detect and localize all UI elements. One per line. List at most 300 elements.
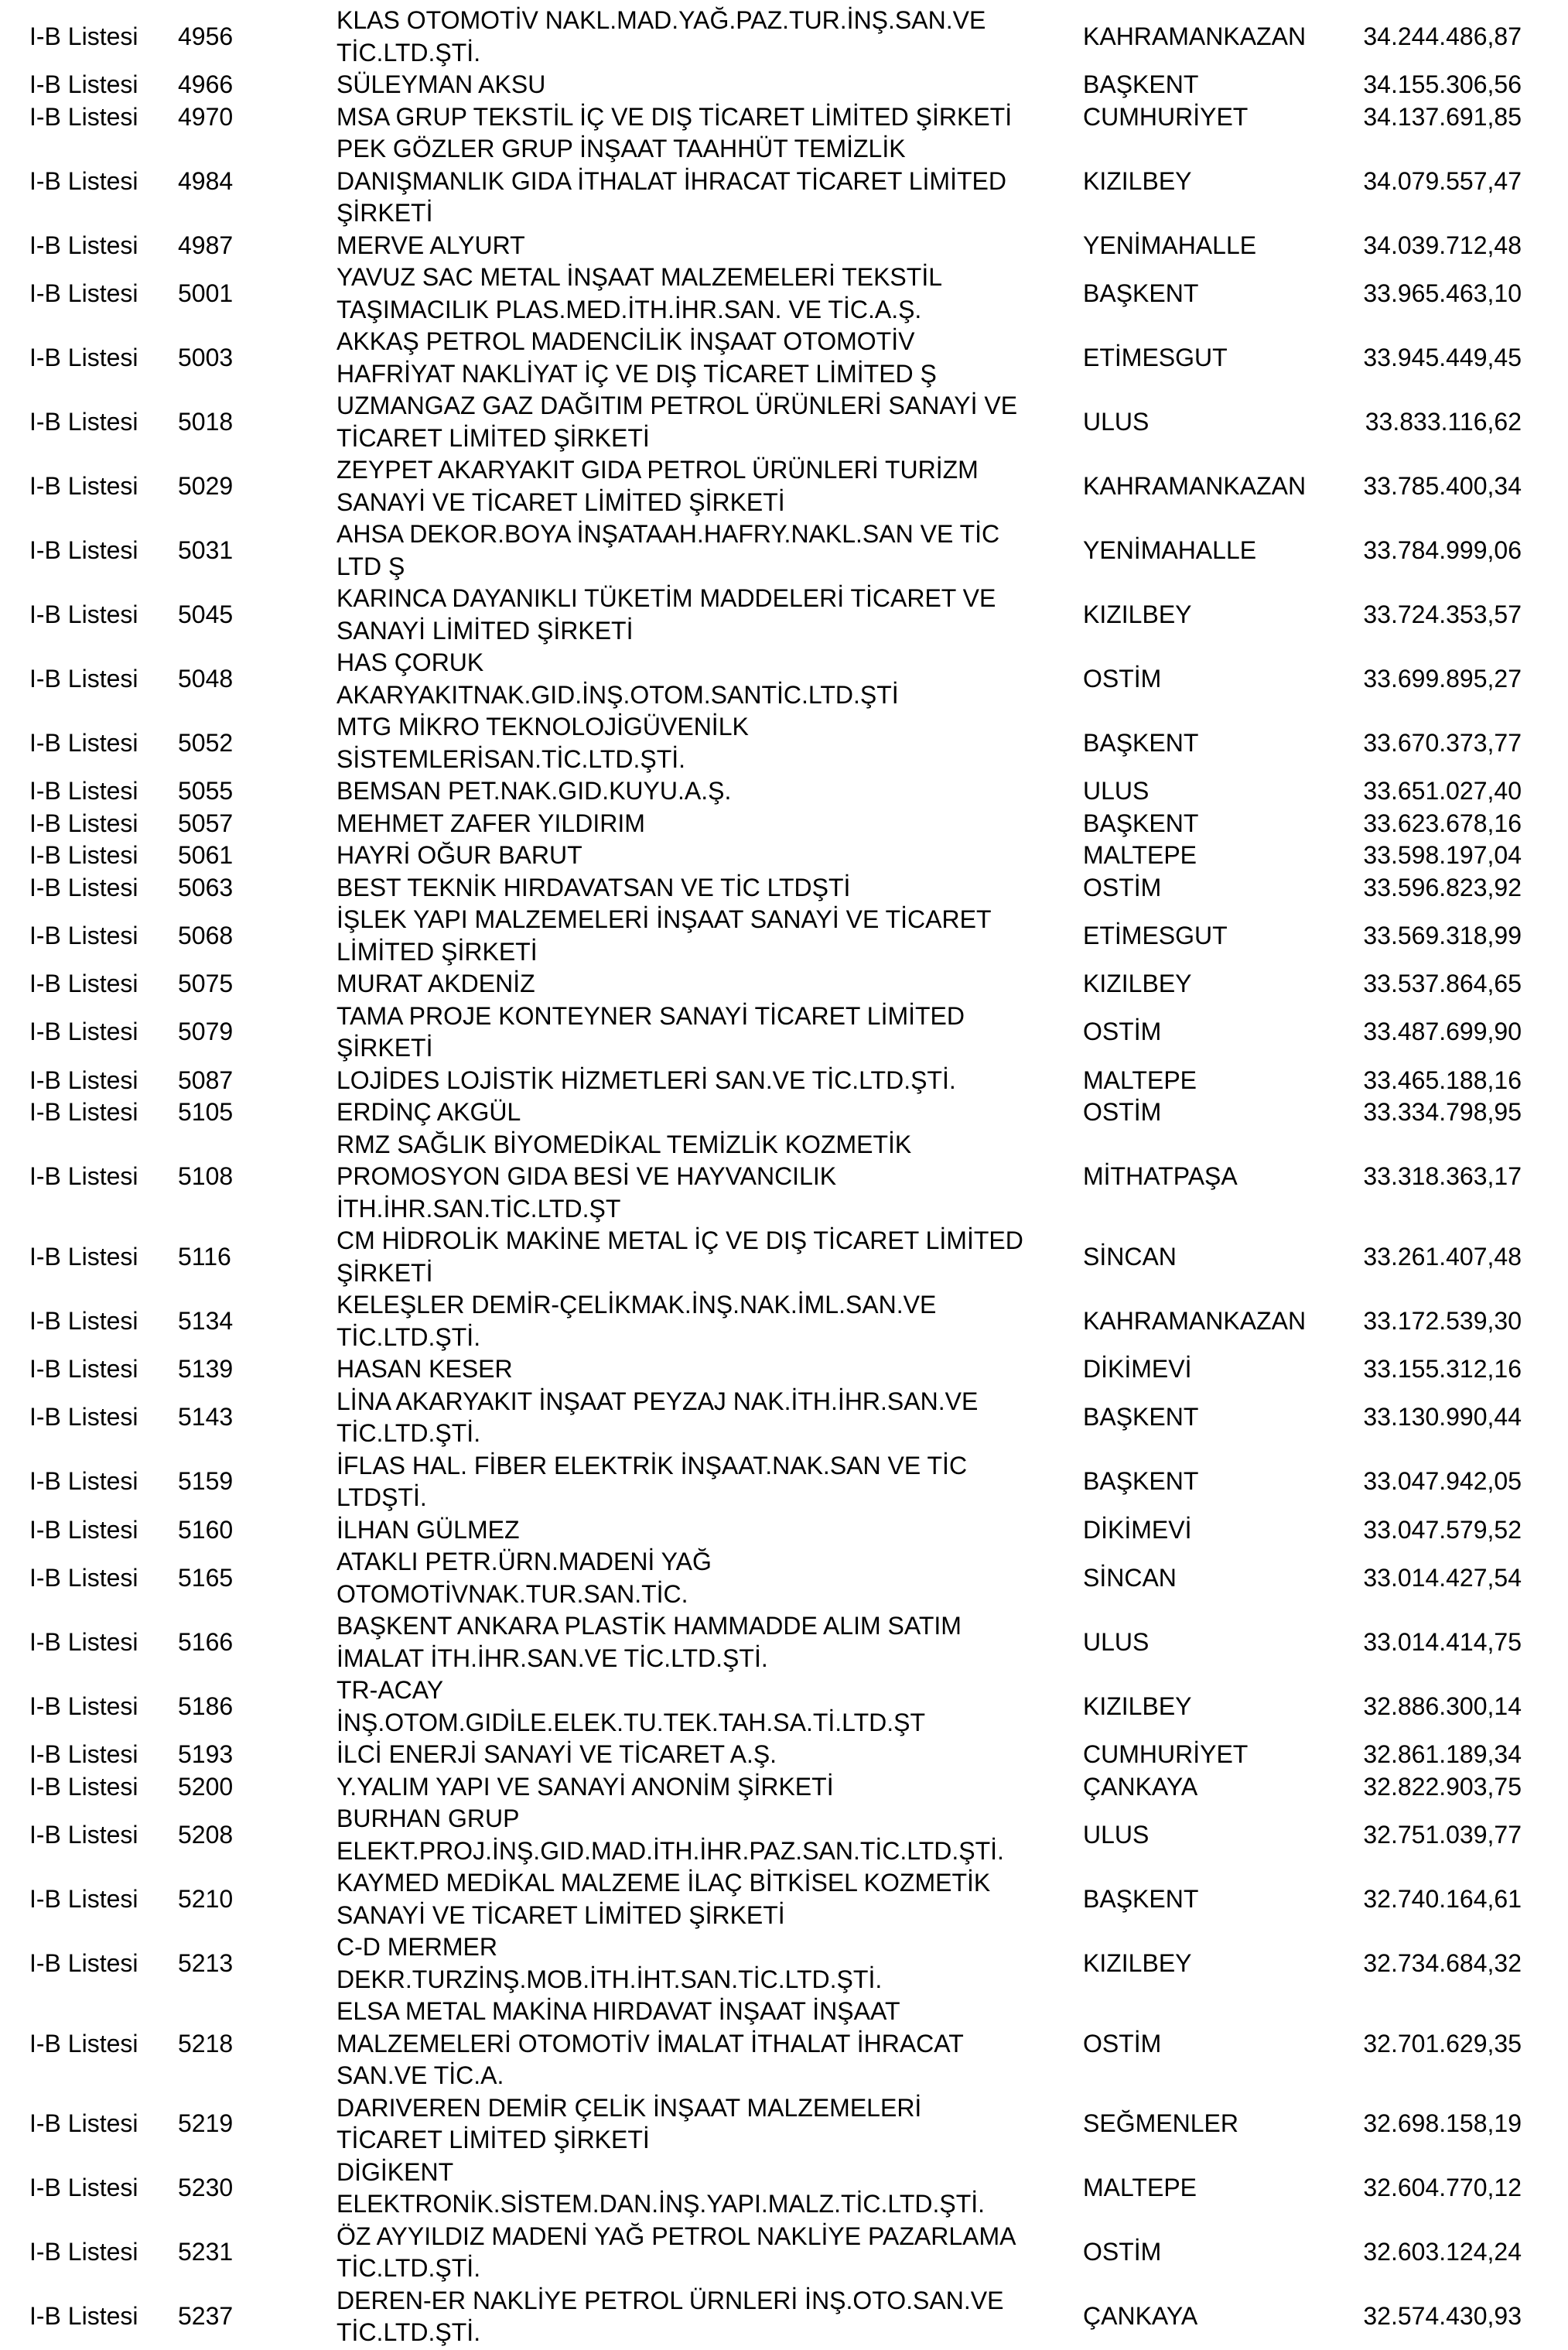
district-cell: SEĞMENLER xyxy=(1083,2109,1238,2138)
amount-cell: 34.137.691,85 xyxy=(1363,102,1522,131)
table-row xyxy=(0,230,1568,262)
list-number-cell: 5134 xyxy=(178,1306,234,1335)
amount-cell: 33.130.990,44 xyxy=(1363,1403,1522,1432)
amount-cell: 33.261.407,48 xyxy=(1363,1242,1522,1271)
list-name-cell: I-B Listesi xyxy=(29,2029,138,2058)
list-number-cell: 5218 xyxy=(178,2029,234,2058)
district-cell: YENİMAHALLE xyxy=(1083,231,1257,259)
district-cell: BAŞKENT xyxy=(1083,1467,1199,1496)
district-cell: KIZILBEY xyxy=(1083,1692,1192,1720)
amount-cell: 34.079.557,47 xyxy=(1363,166,1522,195)
amount-cell: 33.155.312,16 xyxy=(1363,1355,1522,1383)
table-row xyxy=(0,1129,1568,1226)
table-row xyxy=(0,968,1568,1001)
table-row xyxy=(0,2092,1568,2157)
list-name-cell: I-B Listesi xyxy=(29,1403,138,1432)
amount-cell: 32.701.629,35 xyxy=(1363,2029,1522,2058)
amount-cell: 33.172.539,30 xyxy=(1363,1306,1522,1335)
list-number-cell: 5210 xyxy=(178,1884,234,1913)
company-name-line: ŞİRKETİ xyxy=(336,1258,433,1287)
district-cell: YENİMAHALLE xyxy=(1083,535,1257,564)
district-cell: KIZILBEY xyxy=(1083,600,1192,628)
district-cell: MİTHATPAŞA xyxy=(1083,1162,1238,1190)
list-name-cell: I-B Listesi xyxy=(29,166,138,195)
list-name-cell: I-B Listesi xyxy=(29,1467,138,1496)
amount-cell: 33.014.414,75 xyxy=(1363,1627,1522,1656)
company-name-line: DEREN-ER NAKLİYE PETROL ÜRNLERİ İNŞ.OTO.SAN.VE xyxy=(336,2286,1004,2314)
table-row xyxy=(0,1674,1568,1739)
table-row xyxy=(0,133,1568,230)
company-name-line: UZMANGAZ GAZ DAĞITIM PETROL ÜRÜNLERİ SANAYİ VE xyxy=(336,392,1018,419)
list-name-cell: I-B Listesi xyxy=(29,728,138,757)
company-name-line: HAYRİ OĞUR BARUT xyxy=(336,841,582,869)
amount-cell: 33.945.449,45 xyxy=(1363,343,1522,371)
district-cell: KIZILBEY xyxy=(1083,166,1192,195)
district-cell: CUMHURİYET xyxy=(1083,102,1249,131)
company-name-line: İTH.İHR.SAN.TİC.LTD.ŞT xyxy=(336,1194,621,1223)
list-name-cell: I-B Listesi xyxy=(29,841,138,869)
company-name-line: DEKR.TURZİNŞ.MOB.İTH.İHT.SAN.TİC.LTD.ŞTİ. xyxy=(336,1965,883,1993)
district-cell: BAŞKENT xyxy=(1083,809,1199,837)
list-number-cell: 5116 xyxy=(178,1242,231,1271)
company-name-line: SANAYİ VE TİCARET LİMİTED ŞİRKETİ xyxy=(336,1900,785,1929)
list-number-cell: 4956 xyxy=(178,22,234,50)
district-cell: BAŞKENT xyxy=(1083,70,1199,98)
company-name-cell xyxy=(336,1674,1079,1739)
company-name-cell xyxy=(336,1353,1079,1386)
list-name-cell: I-B Listesi xyxy=(29,664,138,693)
list-number-cell: 5018 xyxy=(178,407,234,436)
district-cell: MALTEPE xyxy=(1083,1066,1197,1094)
list-name-cell: I-B Listesi xyxy=(29,102,138,131)
company-name-line: AHSA DEKOR.BOYA İNŞATAAH.HAFRY.NAKL.SAN VE TİC xyxy=(336,520,1000,548)
company-name-line: BURHAN GRUP xyxy=(336,1804,520,1832)
company-name-line: DARIVEREN DEMİR ÇELİK İNŞAAT MALZEMELERİ xyxy=(336,2093,922,2122)
list-name-cell: I-B Listesi xyxy=(29,1740,138,1768)
company-name-cell xyxy=(336,1739,1079,1771)
company-name-line: AKKAŞ PETROL MADENCİLİK İNŞAAT OTOMOTİV xyxy=(336,327,915,355)
company-name-line: BAŞKENT ANKARA PLASTİK HAMMADDE ALIM SATIM xyxy=(336,1612,962,1640)
list-name-cell: I-B Listesi xyxy=(29,535,138,564)
company-name-cell xyxy=(336,326,1079,390)
company-name-line: HASAN KESER xyxy=(336,1355,513,1383)
district-cell: BAŞKENT xyxy=(1083,728,1199,757)
list-name-cell: I-B Listesi xyxy=(29,970,138,997)
district-cell: CUMHURİYET xyxy=(1083,1740,1249,1768)
amount-cell: 33.047.942,05 xyxy=(1363,1467,1522,1496)
company-name-cell xyxy=(336,390,1079,454)
list-number-cell: 4984 xyxy=(178,166,234,195)
company-name-line: HAFRİYAT NAKLİYAT İÇ VE DIŞ TİCARET LİMİTED Ş xyxy=(336,359,937,388)
table-row xyxy=(0,872,1568,905)
company-name-line: MALZEMELERİ OTOMOTİV İMALAT İTHALAT İHRACAT xyxy=(336,2029,964,2058)
company-name-line: MTG MİKRO TEKNOLOJİGÜVENİLK xyxy=(336,713,749,741)
company-name-line: CM HİDROLİK MAKİNE METAL İÇ VE DIŞ TİCARET LİMİTED xyxy=(336,1226,1023,1254)
company-name-cell xyxy=(336,1931,1079,1996)
list-name-cell: I-B Listesi xyxy=(29,343,138,371)
company-name-cell xyxy=(336,101,1079,134)
company-name-line: Y.YALIM YAPI VE SANAYİ ANONİM ŞİRKETİ xyxy=(336,1772,834,1801)
table-row xyxy=(0,390,1568,454)
amount-cell: 33.699.895,27 xyxy=(1363,664,1522,693)
company-name-line: TİC.LTD.ŞTİ. xyxy=(336,1322,481,1351)
company-name-cell xyxy=(336,230,1079,262)
list-name-cell: I-B Listesi xyxy=(29,1692,138,1720)
district-cell: ETİMESGUT xyxy=(1083,921,1228,949)
list-name-cell: I-B Listesi xyxy=(29,1018,138,1046)
list-name-cell: I-B Listesi xyxy=(29,70,138,98)
company-name-line: ERDİNÇ AKGÜL xyxy=(336,1098,521,1126)
list-number-cell: 5075 xyxy=(178,970,234,997)
company-name-line: TR-ACAY xyxy=(336,1676,444,1704)
list-number-cell: 5108 xyxy=(178,1162,234,1190)
district-cell: DİKİMEVİ xyxy=(1083,1355,1192,1383)
company-name-line: LİMİTED ŞİRKETİ xyxy=(336,937,538,966)
list-name-cell: I-B Listesi xyxy=(29,1627,138,1656)
amount-cell: 33.965.463,10 xyxy=(1363,279,1522,307)
list-number-cell: 5061 xyxy=(178,841,234,869)
company-name-line: KARINCA DAYANIKLI TÜKETİM MADDELERİ TİCARET VE xyxy=(336,584,996,612)
list-number-cell: 5057 xyxy=(178,809,234,837)
table-row xyxy=(0,1803,1568,1867)
list-number-cell: 5139 xyxy=(178,1355,234,1383)
company-name-line: LOJİDES LOJİSTİK HİZMETLERİ SAN.VE TİC.LTD.ŞTİ. xyxy=(336,1066,956,1094)
company-name-line: RMZ SAĞLIK BİYOMEDİKAL TEMİZLİK KOZMETİK xyxy=(336,1130,912,1158)
company-name-cell xyxy=(336,904,1079,968)
list-number-cell: 5063 xyxy=(178,873,234,901)
company-name-cell xyxy=(336,1225,1079,1289)
company-name-cell xyxy=(336,1096,1079,1129)
company-name-line: YAVUZ SAC METAL İNŞAAT MALZEMELERİ TEKSTİL xyxy=(336,263,942,291)
table-row xyxy=(0,1001,1568,1065)
list-name-cell: I-B Listesi xyxy=(29,873,138,901)
company-name-cell xyxy=(336,711,1079,775)
list-name-cell: I-B Listesi xyxy=(29,1066,138,1094)
list-name-cell: I-B Listesi xyxy=(29,600,138,628)
list-number-cell: 5213 xyxy=(178,1948,234,1977)
list-name-cell: I-B Listesi xyxy=(29,1098,138,1126)
company-name-line: SİSTEMLERİSAN.TİC.LTD.ŞTİ. xyxy=(336,744,686,773)
list-number-cell: 5048 xyxy=(178,664,234,693)
amount-cell: 34.155.306,56 xyxy=(1363,70,1522,98)
list-number-cell: 5045 xyxy=(178,600,234,628)
company-name-cell xyxy=(336,968,1079,1001)
amount-cell: 32.751.039,77 xyxy=(1363,1820,1522,1849)
list-number-cell: 5208 xyxy=(178,1820,234,1849)
amount-cell: 33.784.999,06 xyxy=(1363,535,1522,564)
table-row xyxy=(0,1450,1568,1514)
company-name-line: MERVE ALYURT xyxy=(336,231,525,259)
amount-cell: 33.318.363,17 xyxy=(1363,1162,1522,1190)
company-name-line: TAMA PROJE KONTEYNER SANAYİ TİCARET LİMİTED xyxy=(336,1001,965,1030)
table-row xyxy=(0,2157,1568,2221)
list-name-cell: I-B Listesi xyxy=(29,1772,138,1801)
table-row xyxy=(0,101,1568,134)
district-cell: OSTİM xyxy=(1083,664,1162,693)
district-cell: KAHRAMANKAZAN xyxy=(1083,471,1307,500)
table-row xyxy=(0,69,1568,101)
amount-cell: 32.740.164,61 xyxy=(1363,1884,1522,1913)
table-row xyxy=(0,647,1568,711)
list-number-cell: 5160 xyxy=(178,1515,234,1544)
table-row xyxy=(0,904,1568,968)
company-name-cell xyxy=(336,2092,1079,2157)
list-name-cell: I-B Listesi xyxy=(29,22,138,50)
company-name-line: ÖZ AYYILDIZ MADENİ YAĞ PETROL NAKLİYE PAZARLAMA xyxy=(336,2222,1016,2250)
list-number-cell: 5166 xyxy=(178,1627,234,1656)
company-name-line: PEK GÖZLER GRUP İNŞAAT TAAHHÜT TEMİZLİK xyxy=(336,135,906,162)
table-row xyxy=(0,326,1568,390)
company-name-line: ATAKLI PETR.ÜRN.MADENİ YAĞ xyxy=(336,1548,712,1575)
district-cell: ETİMESGUT xyxy=(1083,343,1228,371)
list-name-cell: I-B Listesi xyxy=(29,777,138,805)
company-name-line: İNŞ.OTOM.GIDİLE.ELEK.TU.TEK.TAH.SA.Tİ.LTD.ŞT xyxy=(336,1708,926,1736)
list-number-cell: 5105 xyxy=(178,1098,234,1126)
company-name-cell xyxy=(336,775,1079,808)
table-row xyxy=(0,2221,1568,2285)
district-cell: MALTEPE xyxy=(1083,841,1197,869)
list-name-cell: I-B Listesi xyxy=(29,231,138,259)
list-name-cell: I-B Listesi xyxy=(29,1820,138,1849)
amount-cell: 33.651.027,40 xyxy=(1363,777,1522,805)
district-cell: BAŞKENT xyxy=(1083,1403,1199,1432)
company-name-cell xyxy=(336,840,1079,872)
list-name-cell: I-B Listesi xyxy=(29,2109,138,2138)
table-row xyxy=(0,2285,1568,2349)
company-name-line: ŞİRKETİ xyxy=(336,199,433,227)
company-name-line: MSA GRUP TEKSTİL İÇ VE DIŞ TİCARET LİMİTED ŞİRKETİ xyxy=(336,102,1013,131)
company-name-cell xyxy=(336,1771,1079,1804)
list-number-cell: 5003 xyxy=(178,343,234,371)
amount-cell: 32.574.430,93 xyxy=(1363,2302,1522,2331)
table-row xyxy=(0,1546,1568,1610)
list-number-cell: 5055 xyxy=(178,777,234,805)
list-name-cell: I-B Listesi xyxy=(29,1162,138,1190)
list-number-cell: 5031 xyxy=(178,535,234,564)
district-cell: KAHRAMANKAZAN xyxy=(1083,22,1307,50)
list-name-cell: I-B Listesi xyxy=(29,1306,138,1335)
company-name-line: AKARYAKITNAK.GID.İNŞ.OTOM.SANTİC.LTD.ŞTİ xyxy=(336,680,899,709)
document-page xyxy=(0,5,1568,2349)
list-name-cell: I-B Listesi xyxy=(29,279,138,307)
district-cell: BAŞKENT xyxy=(1083,279,1199,307)
company-name-line: MEHMET ZAFER YILDIRIM xyxy=(336,809,645,837)
company-name-line: TİC.LTD.ŞTİ. xyxy=(336,1419,481,1447)
table-row xyxy=(0,1610,1568,1674)
amount-cell: 33.537.864,65 xyxy=(1363,970,1522,997)
amount-cell: 32.861.189,34 xyxy=(1363,1740,1522,1768)
company-name-line: DİGİKENT xyxy=(336,2157,454,2186)
list-name-cell: I-B Listesi xyxy=(29,1242,138,1271)
company-name-line: KAYMED MEDİKAL MALZEME İLAÇ BİTKİSEL KOZMETİK xyxy=(336,1869,991,1897)
list-name-cell: I-B Listesi xyxy=(29,407,138,436)
company-name-cell xyxy=(336,518,1079,583)
list-name-cell: I-B Listesi xyxy=(29,1355,138,1383)
company-name-line: BEMSAN PET.NAK.GID.KUYU.A.Ş. xyxy=(336,777,732,805)
amount-cell: 33.623.678,16 xyxy=(1363,809,1522,837)
company-name-cell xyxy=(336,1546,1079,1610)
amount-cell: 33.724.353,57 xyxy=(1363,600,1522,628)
list-number-cell: 5029 xyxy=(178,471,234,500)
list-name-cell: I-B Listesi xyxy=(29,2302,138,2331)
amount-cell: 32.822.903,75 xyxy=(1363,1772,1522,1801)
table-row xyxy=(0,1514,1568,1547)
list-number-cell: 5237 xyxy=(178,2302,234,2331)
district-cell: DİKİMEVİ xyxy=(1083,1515,1192,1544)
company-name-cell xyxy=(336,1065,1079,1097)
amount-cell: 34.244.486,87 xyxy=(1363,22,1522,50)
company-name-line: OTOMOTİVNAK.TUR.SAN.TİC. xyxy=(336,1579,688,1608)
company-name-cell xyxy=(336,872,1079,905)
company-name-cell xyxy=(336,1386,1079,1450)
company-name-line: LTDŞTİ. xyxy=(336,1483,427,1511)
district-cell: KAHRAMANKAZAN xyxy=(1083,1306,1307,1335)
list-name-cell: I-B Listesi xyxy=(29,2238,138,2266)
company-name-cell xyxy=(336,1514,1079,1547)
company-name-line: TİC.LTD.ŞTİ. xyxy=(336,38,481,67)
list-name-cell: I-B Listesi xyxy=(29,1563,138,1592)
amount-cell: 33.014.427,54 xyxy=(1363,1563,1522,1592)
table-row xyxy=(0,454,1568,518)
company-name-line: ELEKT.PROJ.İNŞ.GID.MAD.İTH.İHR.PAZ.SAN.TİC.LTD.ŞTİ. xyxy=(336,1836,1004,1865)
company-name-cell xyxy=(336,1129,1079,1226)
company-name-line: SANAYİ LİMİTED ŞİRKETİ xyxy=(336,616,634,645)
company-name-line: ZEYPET AKARYAKIT GIDA PETROL ÜRÜNLERİ TURİZM xyxy=(336,456,979,484)
company-name-line: HAS ÇORUK xyxy=(336,648,484,676)
list-number-cell: 5219 xyxy=(178,2109,234,2138)
list-number-cell: 5001 xyxy=(178,279,234,307)
amount-cell: 33.785.400,34 xyxy=(1363,471,1522,500)
company-name-line: ŞİRKETİ xyxy=(336,1034,433,1062)
list-number-cell: 5231 xyxy=(178,2238,234,2266)
company-name-line: LTD Ş xyxy=(336,552,405,580)
company-name-line: SÜLEYMAN AKSU xyxy=(336,70,546,98)
amount-cell: 32.698.158,19 xyxy=(1363,2109,1522,2138)
company-name-line: TİC.LTD.ŞTİ. xyxy=(336,2254,481,2282)
list-name-cell: I-B Listesi xyxy=(29,1948,138,1977)
district-cell: ULUS xyxy=(1083,407,1150,436)
company-name-line: SANAYİ VE TİCARET LİMİTED ŞİRKETİ xyxy=(336,487,785,516)
company-name-line: İLHAN GÜLMEZ xyxy=(336,1515,520,1544)
company-name-cell xyxy=(336,808,1079,840)
company-name-line: KLAS OTOMOTİV NAKL.MAD.YAĞ.PAZ.TUR.İNŞ.SAN.VE xyxy=(336,6,986,34)
table-row xyxy=(0,1867,1568,1931)
amount-cell: 33.465.188,16 xyxy=(1363,1066,1522,1094)
district-cell: OSTİM xyxy=(1083,2029,1162,2058)
list-name-cell: I-B Listesi xyxy=(29,921,138,949)
company-name-line: TİC.LTD.ŞTİ. xyxy=(336,2318,481,2346)
list-number-cell: 5186 xyxy=(178,1692,234,1720)
list-number-cell: 5230 xyxy=(178,2174,234,2202)
district-cell: BAŞKENT xyxy=(1083,1884,1199,1913)
table-row xyxy=(0,1096,1568,1129)
list-name-cell: I-B Listesi xyxy=(29,1884,138,1913)
list-number-cell: 5068 xyxy=(178,921,234,949)
company-name-line: TİCARET LİMİTED ŞİRKETİ xyxy=(336,423,650,452)
district-cell: ULUS xyxy=(1083,1627,1150,1656)
company-name-line: KELEŞLER DEMİR-ÇELİKMAK.İNŞ.NAK.İML.SAN.VE xyxy=(336,1291,937,1319)
company-name-cell xyxy=(336,69,1079,101)
district-cell: OSTİM xyxy=(1083,1098,1162,1126)
district-cell: SİNCAN xyxy=(1083,1242,1177,1271)
company-name-cell xyxy=(336,1001,1079,1065)
company-name-cell xyxy=(336,2157,1079,2221)
company-name-line: BEST TEKNİK HIRDAVATSAN VE TİC LTDŞTİ xyxy=(336,873,851,901)
company-name-cell xyxy=(336,2221,1079,2285)
company-name-line: TAŞIMACILIK PLAS.MED.İTH.İHR.SAN. VE TİC.A.Ş. xyxy=(336,295,922,323)
table-row xyxy=(0,711,1568,775)
company-name-cell xyxy=(336,1289,1079,1353)
list-number-cell: 5193 xyxy=(178,1740,234,1768)
table-body xyxy=(0,5,1568,2349)
amount-cell: 33.598.197,04 xyxy=(1363,841,1522,869)
company-name-cell xyxy=(336,647,1079,711)
amount-cell: 32.604.770,12 xyxy=(1363,2174,1522,2202)
district-cell: OSTİM xyxy=(1083,1018,1162,1046)
amount-cell: 32.603.124,24 xyxy=(1363,2238,1522,2266)
company-name-cell xyxy=(336,1803,1079,1867)
company-name-cell xyxy=(336,1450,1079,1514)
company-name-cell xyxy=(336,133,1079,230)
table-row xyxy=(0,1771,1568,1804)
district-cell: MALTEPE xyxy=(1083,2174,1197,2202)
table-row xyxy=(0,1996,1568,2092)
company-name-line: TİCARET LİMİTED ŞİRKETİ xyxy=(336,2126,650,2153)
company-name-line: ELSA METAL MAKİNA HIRDAVAT İNŞAAT İNŞAAT xyxy=(336,1997,900,2025)
company-name-cell xyxy=(336,2285,1079,2349)
company-name-line: ELEKTRONİK.SİSTEM.DAN.İNŞ.YAPI.MALZ.TİC.LTD.ŞTİ. xyxy=(336,2190,986,2218)
list-number-cell: 4966 xyxy=(178,70,234,98)
company-name-line: SAN.VE TİC.A. xyxy=(336,2061,504,2089)
table-row xyxy=(0,1225,1568,1289)
company-name-cell xyxy=(336,262,1079,326)
district-cell: ULUS xyxy=(1083,777,1150,805)
district-cell: ULUS xyxy=(1083,1820,1150,1849)
list-name-cell: I-B Listesi xyxy=(29,809,138,837)
table-row xyxy=(0,5,1568,69)
district-cell: ÇANKAYA xyxy=(1083,2302,1198,2331)
list-number-cell: 5165 xyxy=(178,1563,234,1592)
table-row xyxy=(0,1386,1568,1450)
list-number-cell: 5079 xyxy=(178,1018,234,1046)
list-number-cell: 4987 xyxy=(178,231,234,259)
company-name-cell xyxy=(336,1610,1079,1674)
amount-cell: 33.833.116,62 xyxy=(1365,407,1522,436)
company-name-cell xyxy=(336,583,1079,647)
company-name-line: İFLAS HAL. FİBER ELEKTRİK İNŞAAT.NAK.SAN VE TİC xyxy=(336,1451,968,1479)
district-cell: KIZILBEY xyxy=(1083,1948,1192,1977)
table-row xyxy=(0,583,1568,647)
company-name-line: C-D MERMER xyxy=(336,1933,497,1961)
amount-cell: 33.047.579,52 xyxy=(1363,1515,1522,1544)
district-cell: SİNCAN xyxy=(1083,1563,1177,1592)
company-name-line: İMALAT İTH.İHR.SAN.VE TİC.LTD.ŞTİ. xyxy=(336,1644,768,1672)
table-row xyxy=(0,1739,1568,1771)
table-row xyxy=(0,518,1568,583)
table-row xyxy=(0,1931,1568,1996)
amount-cell: 33.596.823,92 xyxy=(1363,873,1522,901)
district-cell: ÇANKAYA xyxy=(1083,1772,1198,1801)
company-name-line: İLCİ ENERJİ SANAYİ VE TİCARET A.Ş. xyxy=(336,1740,777,1768)
amount-cell: 34.039.712,48 xyxy=(1363,231,1522,259)
company-name-line: İŞLEK YAPI MALZEMELERİ İNŞAAT SANAYİ VE TİCARET xyxy=(336,905,992,933)
company-name-cell xyxy=(336,1996,1079,2092)
amount-cell: 33.487.699,90 xyxy=(1363,1018,1522,1046)
table-row xyxy=(0,1353,1568,1386)
table-row xyxy=(0,775,1568,808)
list-number-cell: 5052 xyxy=(178,728,234,757)
company-name-cell xyxy=(336,1867,1079,1931)
